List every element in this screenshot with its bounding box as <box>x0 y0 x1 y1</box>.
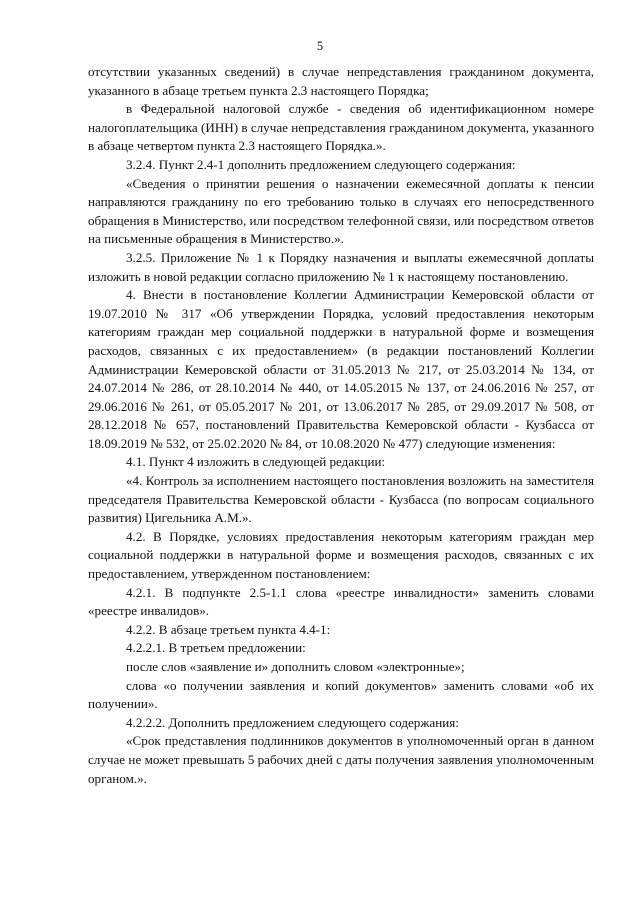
paragraph: 3.2.5. Приложение № 1 к Порядку назначения и выплаты ежемесячной доплаты изложить в новой редакции согласно приложению № 1 к настоящему постановлению. <box>88 249 594 284</box>
paragraph: в Федеральной налоговой службе - сведения об идентификационном номере налогоплательщика (ИНН) в случае непредставления гражданином документа, указанного в абзаце четвертом пункта 2.3 настоящего Порядка.». <box>88 101 594 154</box>
page-number: 5 <box>316 39 324 53</box>
paragraph: «4. Контроль за исполнением настоящего постановления возложить на заместителя председателя Правительства Кемеровской области - Кузбасса (по вопросам социального развития) Цигельника А.М.». <box>88 473 594 526</box>
paragraph: слова «о получении заявления и копий документов» заменить словами «об их получении». <box>88 677 594 712</box>
paragraph: после слов «заявление и» дополнить словом «электронные»; <box>126 659 465 674</box>
document-body <box>88 63 594 788</box>
paragraph: 4.2.1. В подпункте 2.5-1.1 слова «реестре инвалидности» заменить словами «реестре инвалидов». <box>88 584 594 619</box>
paragraph: 4.2. В Порядке, условиях предоставления некоторым категориям граждан мер социальной поддержки в натуральной форме и возмещения расходов, связанных с их предоставлением, утвержденном постановлением: <box>88 528 594 582</box>
paragraph: 4.2.2. В абзаце третьем пункта 4.4-1: <box>126 621 331 637</box>
paragraph: 4.1. Пункт 4 изложить в следующей редакции: <box>126 454 386 470</box>
paragraph: 4.2.2.2. Дополнить предложением следующего содержания: <box>126 714 459 730</box>
paragraph: «Сведения о принятии решения о назначении ежемесячной доплаты к пенсии направляются гражданину по его требованию только в случаях его непосредственного обращения в Министерство, или посредством телефонной связи, или посредством ответов на письменные обращения в Министерство.». <box>88 175 594 247</box>
paragraph: 4.2.2.1. В третьем предложении: <box>126 640 306 656</box>
paragraph: отсутствии указанных сведений) в случае непредставления гражданином документа, указанного в абзаце третьем пункта 2.3 настоящего Порядка; <box>88 64 594 98</box>
paragraph: 4. Внести в постановление Коллегии Администрации Кемеровской области от 19.07.2010 № 317 «Об утверждении Порядка, условий предоставления некоторым категориям граждан мер социальной поддержки в натуральной форме и возмещения расходов, связанных с их предоставлением» (в редакции постановлений Коллегии Администрации Кемеровской области от 31.05.2013 № 217, от 25.03.2014 № 134, от 24.07.2014 № 286, от 28.10.2014 № 440, от 14.05.2015 № 137, от 24.06.2016 № 257, от 29.06.2016 № 261, от 05.05.2017 № 201, от 13.06.2017 № 285, от 29.09.2017 № 508, от 28.12.2018 № 657, постановлений Правительства Кемеровской области - Кузбасса от 18.09.2019 № 532, от 25.02.2020 № 84, от 10.08.2020 № 477) следующие изменения: <box>88 287 594 451</box>
paragraph: «Срок представления подлинников документов в уполномоченный орган в данном случае не может превышать 5 рабочих дней с даты получения заявления уполномоченным органом.». <box>88 733 594 786</box>
paragraph: 3.2.4. Пункт 2.4-1 дополнить предложением следующего содержания: <box>126 156 516 172</box>
